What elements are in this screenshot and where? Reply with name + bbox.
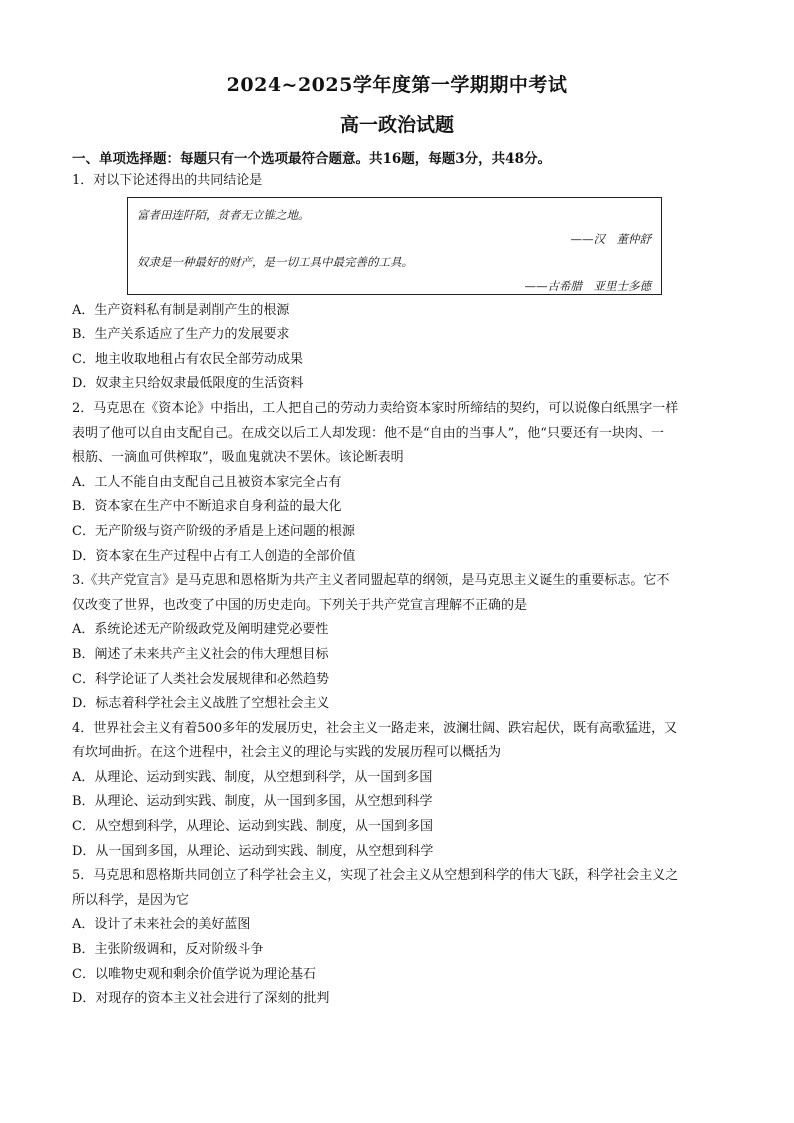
quote-text: 富者田连阡陌，贫者无立锥之地。 [137, 207, 310, 222]
question-1 [72, 169, 726, 397]
question-stem-line: 所以科学，是因为它 [72, 892, 190, 908]
quote-source: ——汉 董仲舒 [570, 231, 651, 246]
question-stem-line: 根筋、一滴血可供榨取”，吸血鬼就决不罢休。该论断表明 [72, 450, 404, 466]
option-b: B．从理论、运动到实践、制度，从一国到多国，从空想到科学 [72, 794, 433, 810]
question-4 [72, 717, 726, 865]
option-c: C．无产阶级与资产阶级的矛盾是上述问题的根源 [72, 523, 355, 539]
option-c: C．科学论证了人类社会发展规律和必然趋势 [72, 671, 329, 687]
question-stem: 1．对以下论述得出的共同结论是 [72, 173, 263, 188]
exam-subtitle: 高一政治试题 [339, 114, 454, 136]
option-a: A．设计了未来社会的美好蓝图 [72, 917, 251, 933]
option-a: A．生产资料私有制是剥削产生的根源 [72, 302, 290, 318]
option-b: B．阐述了未来共产主义社会的伟大理想目标 [72, 646, 329, 662]
option-c: C．以唯物史观和剩余价值学说为理论基石 [72, 966, 316, 982]
option-c: C．地主收取地租占有农民全部劳动成果 [72, 351, 303, 367]
question-stem-line: 4．世界社会主义有着500多年的发展历史，社会主义一路走来，波澜壮阔、跌宕起伏，既有高歌猛进，又 [72, 720, 678, 736]
exam-title: 2024~2025学年度第一学期期中考试 [226, 74, 568, 96]
question-stem-line: 表明了他可以自由支配自己。在成交以后工人却发现：他不是“自由的当事人”，他“只要还有一块肉、一 [72, 425, 664, 441]
option-b: B．资本家在生产中不断追求自身利益的最大化 [72, 499, 342, 515]
question-5 [72, 864, 726, 1012]
option-d: D．对现存的资本主义社会进行了深刻的批判 [72, 991, 330, 1007]
question-stem-line: 3.《共产党宣言》是马克思和恩格斯为共产主义者同盟起草的纲领，是马克思主义诞生的重要标志。它不 [72, 573, 670, 589]
option-b: B．主张阶级调和，反对阶级斗争 [72, 942, 264, 958]
option-d: D．标志着科学社会主义战胜了空想社会主义 [72, 696, 330, 712]
option-a: A．从理论、运动到实践、制度，从空想到科学，从一国到多国 [72, 769, 433, 785]
question-stem-line: 2．马克思在《资本论》中指出，工人把自己的劳动力卖给资本家时所缔结的契约，可以说像白纸黑字一样 [72, 400, 679, 416]
option-c: C．从空想到科学，从理论、运动到实践、制度，从一国到多国 [72, 819, 433, 835]
question-stem-line: 仅改变了世界，也改变了中国的历史走向。下列关于共产党宣言理解不正确的是 [72, 597, 528, 613]
quote-text: 奴隶是一种最好的财产，是一切工具中最完善的工具。 [137, 254, 413, 269]
option-d: D．资本家在生产过程中占有工人创造的全部价值 [72, 548, 356, 564]
section-heading: 一、单项选择题：每题只有一个选项最符合题意。共16题，每题3分，共48分。 [72, 151, 551, 167]
question-stem-line: 5．马克思和恩格斯共同创立了科学社会主义，实现了社会主义从空想到科学的伟大飞跃，科学社会主义之 [72, 868, 679, 884]
quote-box [127, 197, 662, 295]
quote-source: ——古希腊 亚里士多德 [524, 278, 651, 293]
question-stem-line: 有坎坷曲折。在这个进程中，社会主义的理论与实践的发展历程可以概括为 [72, 745, 502, 761]
option-a: A．工人不能自由支配自己且被资本家完全占有 [72, 474, 342, 490]
question-2 [72, 397, 726, 569]
option-d: D．奴隶主只给奴隶最低限度的生活资料 [72, 376, 304, 392]
option-d: D．从一国到多国，从理论、运动到实践、制度，从空想到科学 [72, 843, 434, 859]
questions-content [72, 169, 726, 1012]
question-3 [72, 569, 726, 717]
option-b: B．生产关系适应了生产力的发展要求 [72, 327, 290, 343]
option-a: A．系统论述无产阶级政党及阐明建党必要性 [72, 622, 329, 638]
